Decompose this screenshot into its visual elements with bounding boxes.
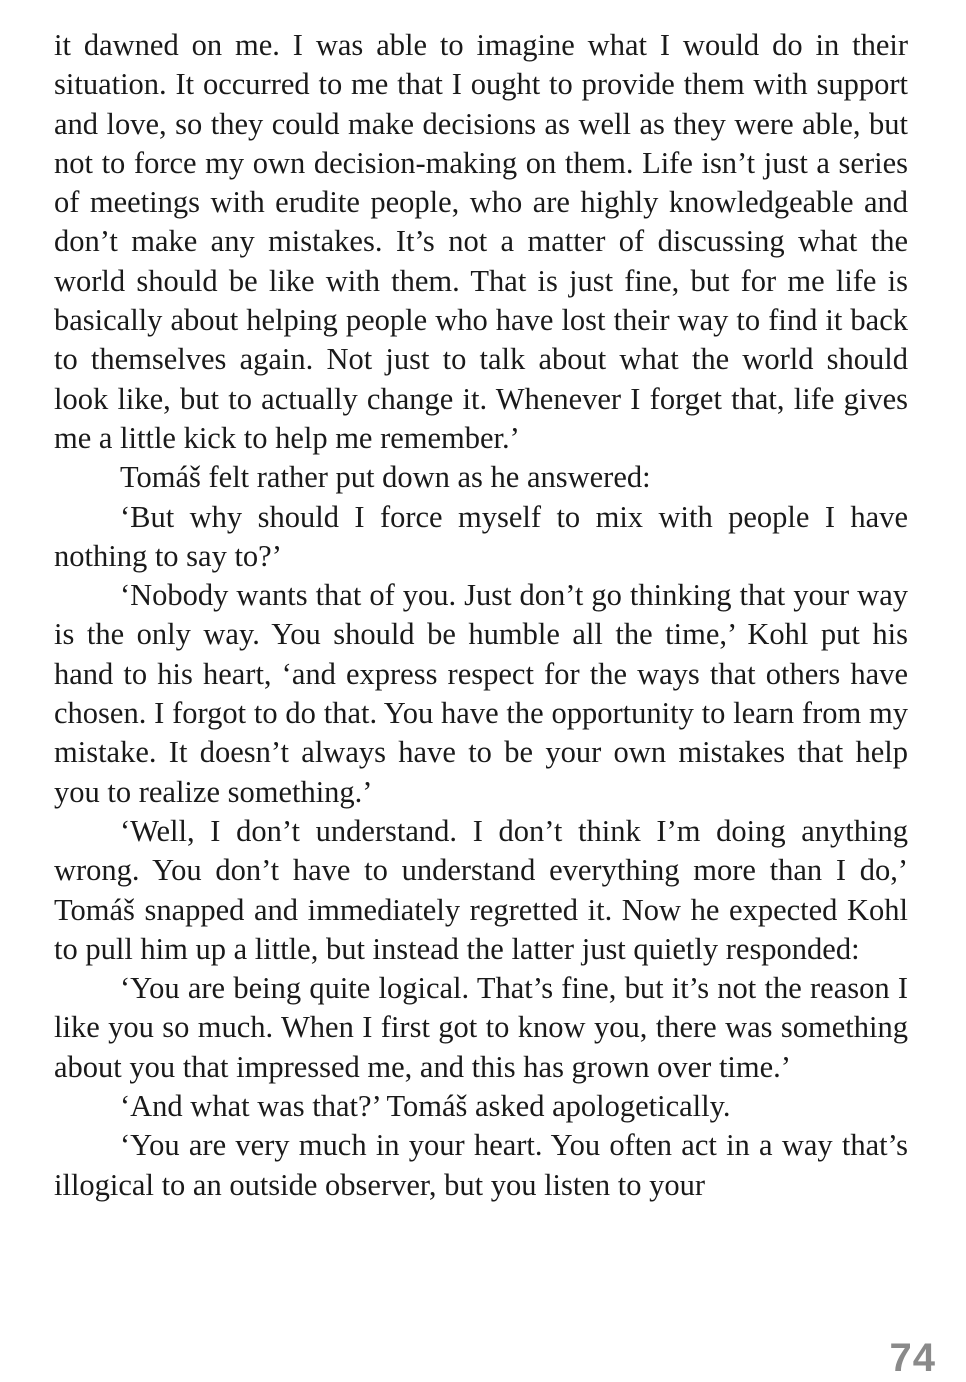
- paragraph-5: ‘Well, I don’t understand. I don’t think I’m doing anything wrong. You don’t have to understand everything more than I do,’ Tomáš snapped and immediately regretted it. Now he expected Kohl to pull him up a little, but instead the latter just quietly responded:: [54, 813, 908, 966]
- book-page-body: [54, 26, 908, 1205]
- paragraph-1: it dawned on me. I was able to imagine what I would do in their situation. It occurred to me that I ought to provide them with support and love, so they could make decisions as well as they were able, but not to force my own decision-making on them. Life isn’t just a series of meetings with erudite people, who are highly knowledgeable and don’t make any mistakes. It’s not a matter of discussing what the world should be like with them. That is just fine, but for me life is basically about helping people who have lost their way to find it back to themselves again. Not just to talk about what the world should look like, but to actually change it. Whenever I forget that, life gives me a little kick to help me remember.’: [54, 28, 908, 455]
- page-number: 74: [889, 1336, 936, 1380]
- paragraph-6: ‘You are being quite logical. That’s fine, but it’s not the reason I like you so much. When I first got to know you, there was something about you that impressed me, and this has grown over time.’: [54, 971, 908, 1084]
- paragraph-3: ‘But why should I force myself to mix with people I have nothing to say to?’: [54, 499, 908, 573]
- paragraph-7: ‘And what was that?’ Tomáš asked apologetically.: [120, 1089, 731, 1124]
- paragraph-4: ‘Nobody wants that of you. Just don’t go thinking that your way is the only way. You should be humble all the time,’ Kohl put his hand to his heart, ‘and express respect for the ways that others have chosen. I forgot to do that. You have the opportunity to learn from my mistake. It doesn’t always have to be your own mistakes that help you to realize something.’: [54, 578, 908, 809]
- paragraph-8: ‘You are very much in your heart. You often act in a way that’s illogical to an outside observer, but you listen to your: [54, 1128, 908, 1202]
- paragraph-2: Tomáš felt rather put down as he answered:: [120, 460, 651, 495]
